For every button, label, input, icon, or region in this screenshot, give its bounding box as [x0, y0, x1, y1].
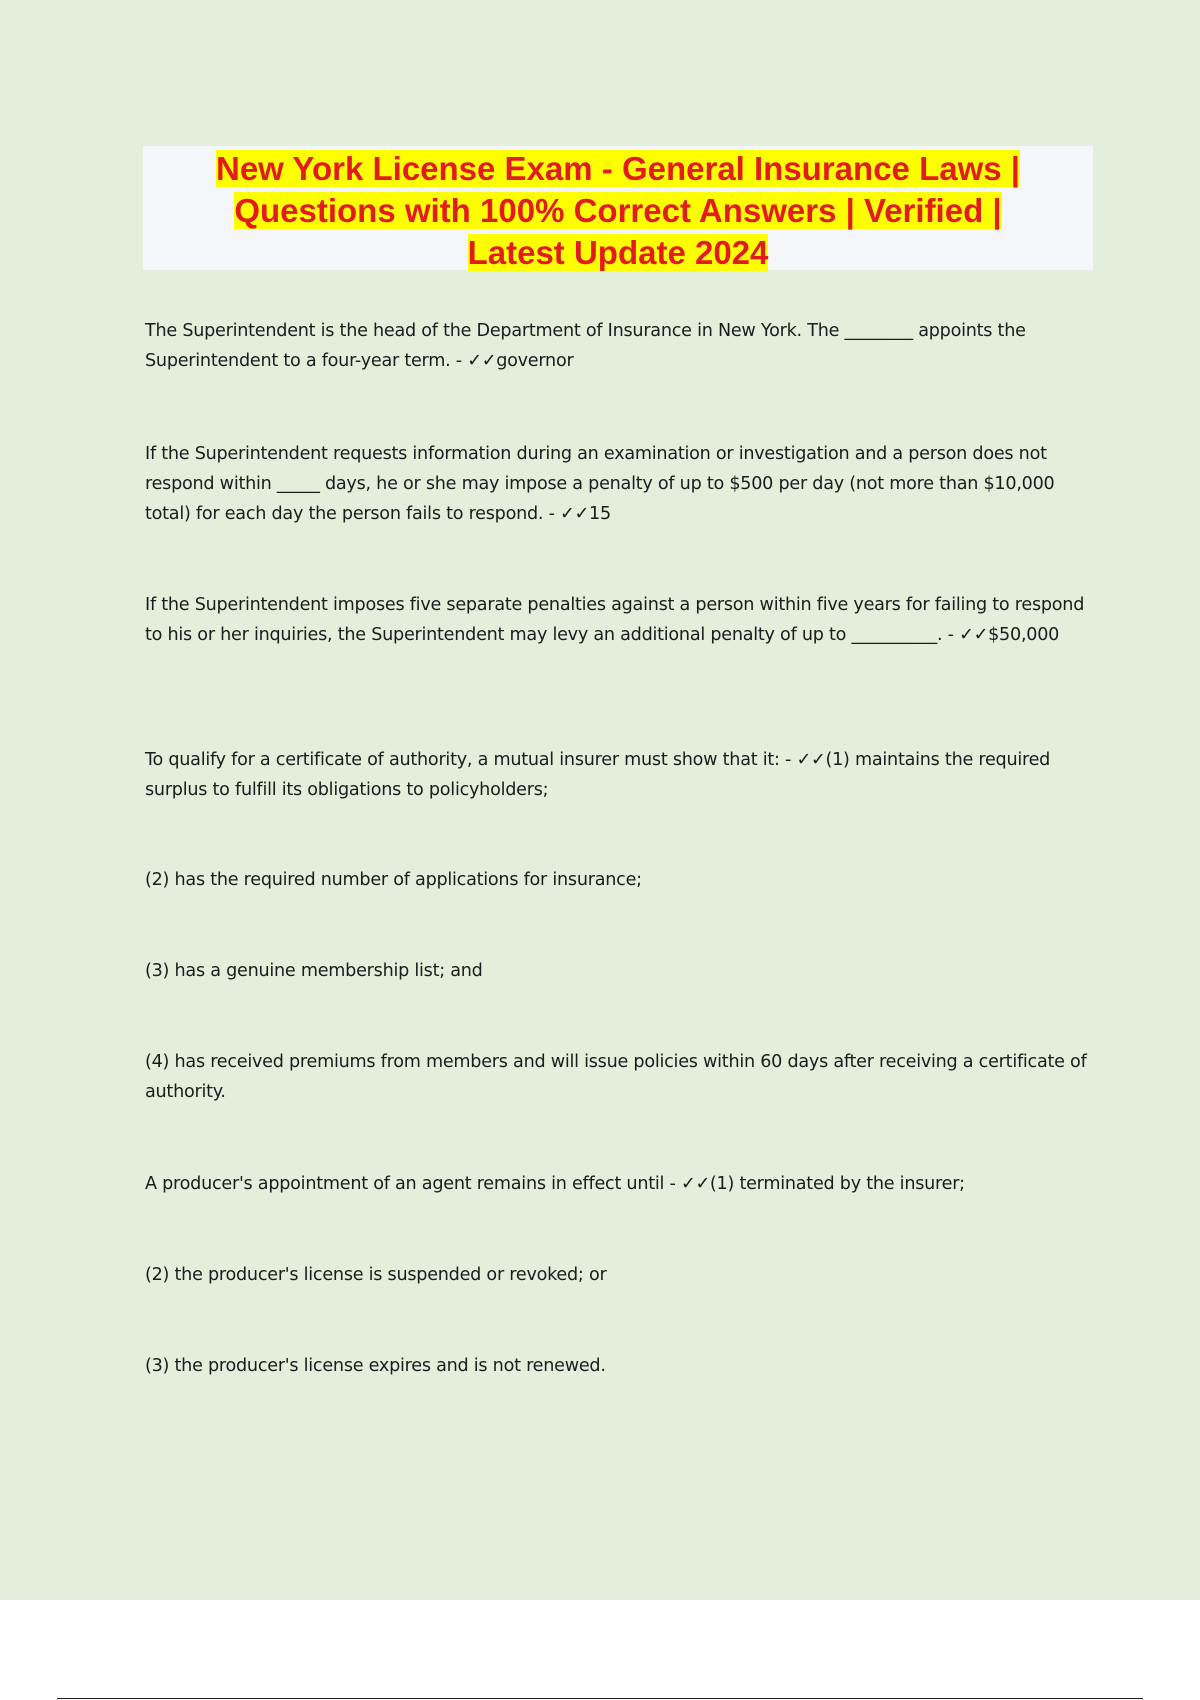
- qa-item: [145, 1260, 1095, 1290]
- title-line-1: New York License Exam - General Insurance Laws |: [215, 150, 1021, 187]
- question-text: (2) the producer's license is suspended or revoked; or: [145, 1265, 607, 1285]
- answer-text: ✓✓governor: [467, 351, 574, 371]
- question-text: To qualify for a certificate of authority, a mutual insurer must show that it: -: [145, 750, 797, 770]
- answer-text: ✓✓$50,000: [959, 625, 1060, 645]
- question-text: If the Superintendent requests information during an examination or investigation and a person does not respond within _____ days, he or she may impose a penalty of up to $500 per day (not more than $10,000 total) for each day the person fails to respond. -: [145, 444, 1060, 524]
- qa-item: [145, 590, 1095, 650]
- answer-text: ✓✓15: [560, 504, 611, 524]
- qa-item: [145, 439, 1095, 529]
- answer-text: ✓✓(1) terminated by the insurer;: [680, 1174, 965, 1194]
- question-text: (3) the producer's license expires and is not renewed.: [145, 1356, 606, 1376]
- document-title: [143, 146, 1093, 274]
- answer-text: ✓✓(1) maintains the required surplus to fulfill its obligations to policyholders;: [145, 750, 1056, 800]
- qa-item: [145, 1047, 1095, 1107]
- title-line-3: Latest Update 2024: [467, 234, 769, 271]
- qa-item: [145, 316, 1095, 376]
- title-line-2: Questions with 100% Correct Answers | Verified |: [234, 192, 1002, 229]
- qa-item: [145, 745, 1095, 805]
- footer-divider: [57, 1698, 1143, 1699]
- question-text: The Superintendent is the head of the Department of Insurance in New York. The ________ appoints the Superintendent to a four-year term. -: [145, 321, 1032, 371]
- question-text: (3) has a genuine membership list; and: [145, 961, 483, 981]
- qa-item: [145, 1169, 1095, 1199]
- question-text: If the Superintendent imposes five separate penalties against a person within five years for failing to respond to his or her inquiries, the Superintendent may levy an additional penalty of up to __________. -: [145, 595, 1090, 645]
- qa-item: [145, 865, 1095, 895]
- question-text: (2) has the required number of applications for insurance;: [145, 870, 642, 890]
- qa-item: [145, 956, 1095, 986]
- question-text: (4) has received premiums from members and will issue policies within 60 days after receiving a certificate of authority.: [145, 1052, 1092, 1102]
- question-text: A producer's appointment of an agent remains in effect until -: [145, 1174, 681, 1194]
- qa-item: [145, 1351, 1095, 1381]
- title-box: [143, 146, 1093, 270]
